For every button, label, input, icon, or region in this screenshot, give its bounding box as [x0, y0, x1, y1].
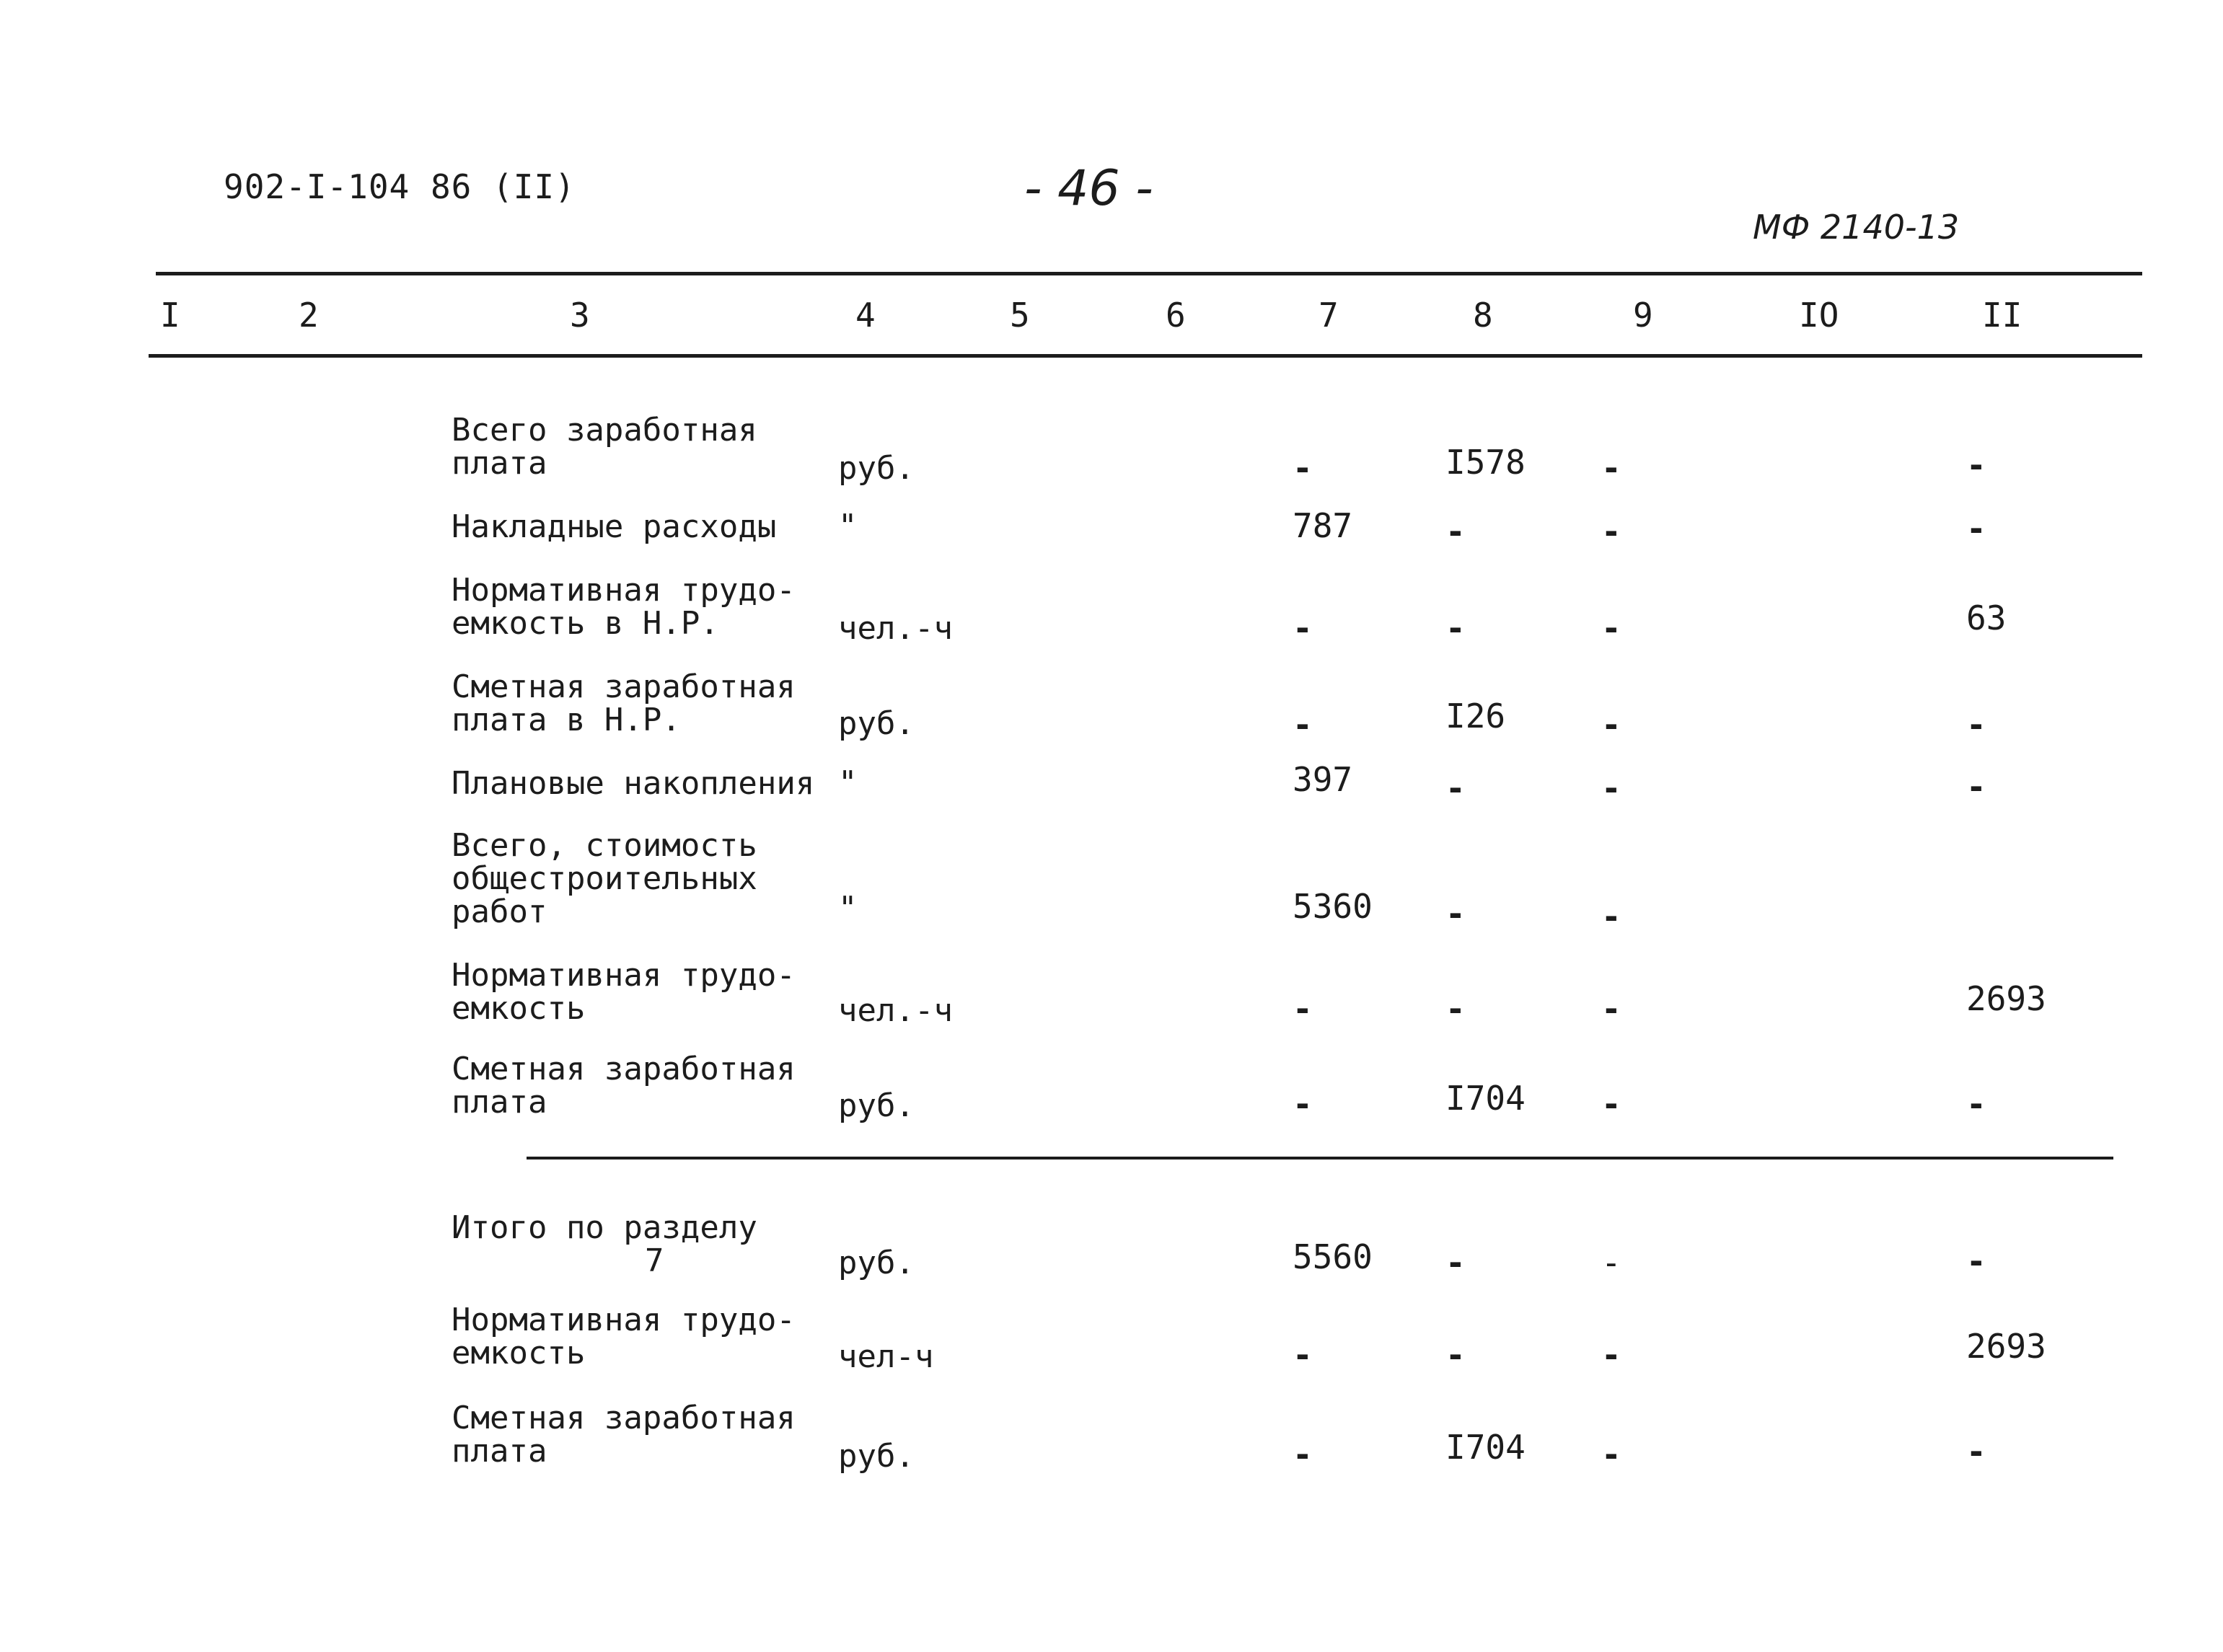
- row-unit: руб.: [838, 450, 915, 487]
- cell-col7: -: [1293, 449, 1313, 487]
- row-label: Сметная заработная плата: [452, 1051, 796, 1121]
- row-unit: руб.: [838, 705, 915, 742]
- top-rule: [156, 272, 2142, 275]
- row-unit: руб.: [838, 1245, 915, 1281]
- column-number: 9: [1633, 296, 1653, 335]
- row-unit: руб.: [838, 1087, 915, 1124]
- column-number: 4: [855, 296, 876, 335]
- column-number: 8: [1473, 296, 1493, 335]
- row-label: Плановые накопления: [452, 765, 815, 802]
- cell-col11: 2693: [1966, 1327, 2046, 1366]
- cell-col9: -: [1601, 449, 1621, 487]
- cell-col8: -: [1445, 1243, 1466, 1282]
- cell-col11: -: [1966, 767, 1986, 806]
- cell-col8: I578: [1445, 443, 1526, 482]
- column-number: 5: [1010, 296, 1030, 335]
- row-label: Всего, стоимость общестроительных работ: [452, 827, 757, 930]
- cell-col7: -: [1293, 1085, 1313, 1123]
- cell-col8: -: [1445, 894, 1466, 933]
- row-unit: ": [838, 508, 858, 544]
- cell-col8: -: [1445, 769, 1466, 808]
- row-label: Сметная заработная плата в Н.Р.: [452, 668, 796, 738]
- row-unit: ": [838, 764, 858, 801]
- cell-col7: -: [1293, 989, 1313, 1028]
- cell-col11: -: [1966, 509, 1986, 548]
- cell-col7: -: [1293, 609, 1313, 648]
- cell-col11: 2693: [1966, 979, 2046, 1018]
- cell-col8: I704: [1445, 1428, 1526, 1467]
- cell-col9: -: [1601, 1335, 1621, 1374]
- cell-col9: -: [1601, 609, 1621, 648]
- row-label: Сметная заработная плата: [452, 1400, 796, 1470]
- cell-col9: -: [1601, 897, 1621, 936]
- cell-col9: -: [1601, 1435, 1621, 1474]
- cell-col7: 787: [1293, 506, 1353, 545]
- row-label: Итого по разделу 7: [452, 1209, 757, 1279]
- row-label: Всего заработная плата: [452, 412, 757, 482]
- row-unit: ": [838, 890, 858, 927]
- row-label: Нормативная трудо- емкость: [452, 957, 796, 1027]
- column-number: 3: [570, 296, 590, 335]
- cell-col9: -: [1601, 769, 1621, 808]
- cell-col7: 5560: [1293, 1237, 1373, 1276]
- page-number: - 46 -: [1024, 160, 1153, 217]
- cell-col8: -: [1445, 989, 1466, 1028]
- cell-col8: -: [1445, 1335, 1466, 1374]
- cell-col7: -: [1293, 1435, 1313, 1474]
- row-label: Нормативная трудо- емкость в Н.Р.: [452, 572, 796, 642]
- cell-col8: I26: [1445, 697, 1506, 736]
- row-unit: чел-ч: [838, 1338, 934, 1375]
- header-rule: [149, 354, 2142, 358]
- section-separator: [527, 1157, 2113, 1160]
- cell-col11: -: [1966, 1242, 1986, 1281]
- column-number: II: [1982, 296, 2022, 335]
- cell-col11: -: [1966, 705, 1986, 744]
- cell-col9: -: [1601, 705, 1621, 744]
- row-unit: руб.: [838, 1438, 915, 1475]
- cell-col11: -: [1966, 1085, 1986, 1123]
- cell-col8: -: [1445, 512, 1466, 551]
- column-number: 7: [1319, 296, 1339, 335]
- cell-col9: -: [1601, 989, 1621, 1028]
- cell-col7: -: [1293, 705, 1313, 744]
- cell-col8: -: [1445, 609, 1466, 648]
- column-number: 2: [299, 296, 319, 335]
- row-label: Накладные расходы: [452, 508, 777, 545]
- cell-col11: -: [1966, 446, 1986, 485]
- cell-col7: -: [1293, 1335, 1313, 1374]
- column-number: IO: [1799, 296, 1839, 335]
- row-unit: чел.-ч: [838, 992, 953, 1029]
- column-number: 6: [1166, 296, 1186, 335]
- document-code: 902-I-104 86 (II): [224, 167, 576, 206]
- cell-col7: 5360: [1293, 887, 1373, 926]
- cell-col9: -: [1601, 1243, 1621, 1282]
- cell-col11: -: [1966, 1432, 1986, 1471]
- sheet-mark: МФ 2140-13: [1753, 208, 1960, 247]
- column-number: I: [160, 296, 180, 335]
- row-unit: чел.-ч: [838, 610, 953, 647]
- cell-col9: -: [1601, 512, 1621, 551]
- row-label: Нормативная трудо- емкость: [452, 1302, 796, 1371]
- cell-col9: -: [1601, 1085, 1621, 1123]
- cell-col7: 397: [1293, 760, 1353, 799]
- cell-col8: I704: [1445, 1079, 1526, 1118]
- cell-col11: 63: [1966, 598, 2007, 637]
